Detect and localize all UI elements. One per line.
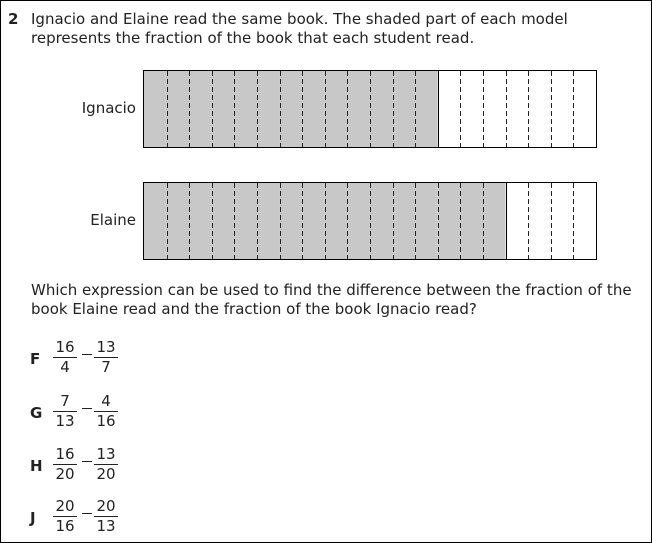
unshaded-part <box>528 71 551 147</box>
shaded-part <box>438 183 461 259</box>
shaded-part <box>325 71 348 147</box>
unshaded-part <box>528 183 551 259</box>
minus-sign <box>82 354 92 355</box>
unshaded-part <box>438 71 461 147</box>
fraction-b <box>93 392 119 431</box>
fraction-b <box>93 497 119 536</box>
shaded-part <box>144 183 167 259</box>
question-stem: Ignacio and Elaine read the same book. The shaded part of each model represents the fraction of the book that each student read. <box>31 10 568 47</box>
denominator: 7 <box>101 358 111 376</box>
choice-letter: H <box>30 457 43 475</box>
numerator: 20 <box>55 497 75 515</box>
denominator: 16 <box>96 412 116 430</box>
denominator: 13 <box>96 517 116 535</box>
shaded-part <box>167 71 190 147</box>
shaded-part <box>234 183 257 259</box>
choice-g[interactable] <box>30 392 140 436</box>
denominator: 20 <box>55 465 75 483</box>
denominator: 16 <box>55 517 75 535</box>
minus-sign <box>82 461 92 462</box>
shaded-part <box>189 71 212 147</box>
fraction-b <box>93 445 119 484</box>
minus-sign <box>82 513 92 514</box>
shaded-part <box>234 71 257 147</box>
unshaded-part <box>483 71 506 147</box>
question-prompt: Which expression can be used to find the difference between the fraction of the book Elaine read and the fraction of the book Ignacio read? <box>31 281 632 318</box>
minus-sign <box>82 408 92 409</box>
fraction-a <box>52 445 78 484</box>
model-label-elaine: Elaine <box>90 211 136 229</box>
denominator: 13 <box>55 412 75 430</box>
choice-letter: F <box>30 350 41 368</box>
numerator: 16 <box>55 445 75 463</box>
shaded-part <box>347 183 370 259</box>
model-elaine <box>143 182 597 260</box>
model-ignacio <box>143 70 597 148</box>
numerator: 20 <box>96 497 116 515</box>
shaded-part <box>144 71 167 147</box>
shaded-part <box>280 183 303 259</box>
shaded-part <box>393 183 416 259</box>
shaded-part <box>257 71 280 147</box>
shaded-part <box>280 71 303 147</box>
numerator: 13 <box>96 445 116 463</box>
choice-h[interactable] <box>30 445 140 489</box>
unshaded-part <box>551 71 574 147</box>
choice-f[interactable] <box>30 338 140 382</box>
shaded-part <box>325 183 348 259</box>
shaded-part <box>189 183 212 259</box>
unshaded-part <box>551 183 574 259</box>
shaded-part <box>167 183 190 259</box>
numerator: 4 <box>101 392 111 410</box>
unshaded-part <box>506 183 529 259</box>
fraction-a <box>52 497 78 536</box>
denominator: 20 <box>96 465 116 483</box>
choice-letter: G <box>30 404 43 422</box>
question-number: 2 <box>8 10 19 28</box>
model-label-ignacio: Ignacio <box>81 99 136 117</box>
shaded-part <box>257 183 280 259</box>
denominator: 4 <box>60 358 70 376</box>
numerator: 16 <box>55 338 75 356</box>
shaded-part <box>212 71 235 147</box>
shaded-part <box>460 183 483 259</box>
shaded-part <box>302 183 325 259</box>
shaded-part <box>370 71 393 147</box>
shaded-part <box>483 183 506 259</box>
unshaded-part <box>506 71 529 147</box>
model-elaine-bar <box>144 183 596 259</box>
fraction-a <box>52 338 78 377</box>
numerator: 7 <box>60 392 70 410</box>
unshaded-part <box>573 183 596 259</box>
choice-j[interactable] <box>30 497 140 541</box>
shaded-part <box>347 71 370 147</box>
shaded-part <box>415 183 438 259</box>
fraction-b <box>93 338 119 377</box>
shaded-part <box>302 71 325 147</box>
shaded-part <box>415 71 438 147</box>
unshaded-part <box>460 71 483 147</box>
fraction-a <box>52 392 78 431</box>
shaded-part <box>212 183 235 259</box>
shaded-part <box>370 183 393 259</box>
shaded-part <box>393 71 416 147</box>
choice-letter: J <box>30 509 36 527</box>
model-ignacio-bar <box>144 71 596 147</box>
unshaded-part <box>573 71 596 147</box>
numerator: 13 <box>96 338 116 356</box>
